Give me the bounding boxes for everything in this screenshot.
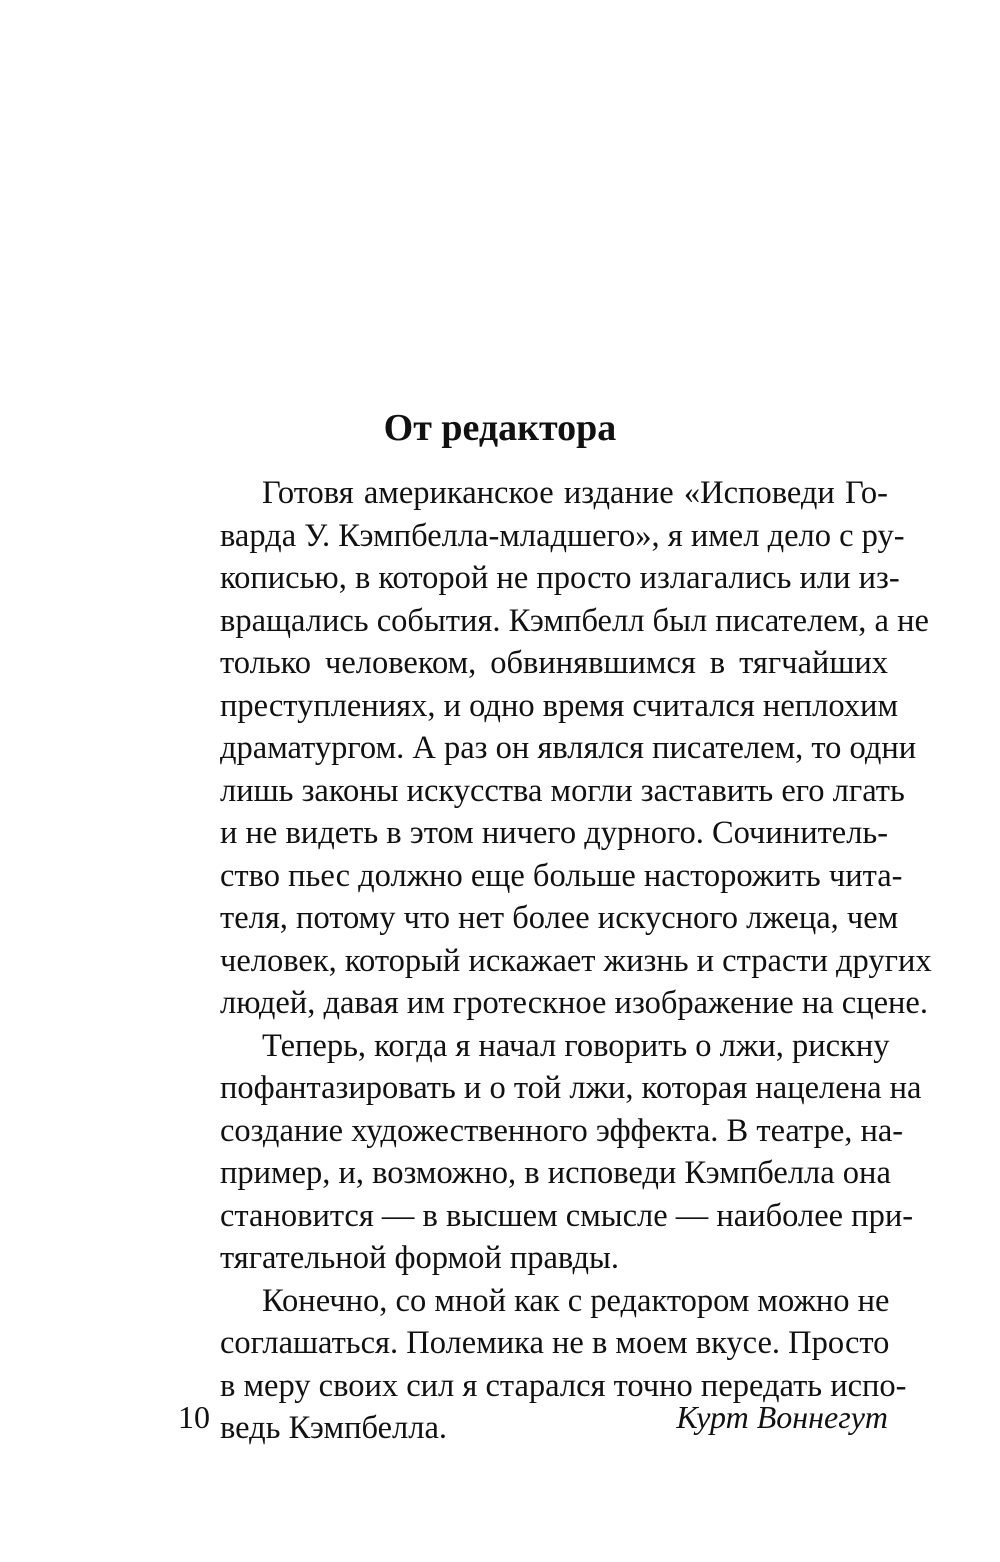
- running-head-author: Курт Воннегут: [676, 1399, 888, 1435]
- text-line: пофантазировать и о той лжи, которая нацелена на: [220, 1070, 922, 1106]
- body-text: [178, 472, 932, 1450]
- text-line: вращались события. Кэмпбелл был писателем, а не: [220, 602, 929, 639]
- text-line: людей, давая им гротескное изображение на сцене.: [220, 985, 928, 1021]
- text-line: только человеком, обвинявшимся в тягчайших: [220, 645, 888, 681]
- text-line: соглашаться. Полемика не в моем вкусе. Просто: [220, 1325, 890, 1361]
- text-line: в меру своих сил я старался точно передать испо-: [220, 1367, 907, 1404]
- text-line: создание художественного эффекта. В театре, на-: [220, 1112, 904, 1149]
- text-line: становится — в высшем смысле — наиболее при-: [220, 1197, 914, 1234]
- text-line: драматургом. А раз он являлся писателем, то одни: [220, 730, 917, 766]
- text-line: человек, который искажает жизнь и страсти других: [220, 942, 932, 979]
- page-number: 10: [178, 1399, 210, 1435]
- text-line: лишь законы искусства могли заставить его лгать: [220, 772, 905, 809]
- chapter-title: От редактора: [383, 407, 617, 449]
- page-footer: [178, 1395, 888, 1439]
- text-line: пример, и, возможно, в исповеди Кэмпбелла она: [220, 1155, 891, 1191]
- text-line: преступлениях, и одно время считался неплохим: [220, 687, 899, 724]
- text-line: тягательной формой правды.: [220, 1240, 619, 1276]
- text-line: теля, потому что нет более искусного лжеца, чем: [220, 900, 899, 936]
- text-line: Конечно, со мной как с редактором можно не: [262, 1282, 890, 1319]
- text-line: Готовя американское издание «Исповеди Го-: [262, 475, 888, 511]
- paragraph-1: [178, 472, 932, 1025]
- text-line: и не видеть в этом ничего дурного. Сочинитель-: [220, 815, 889, 851]
- text-line: ведь Кэмпбелла.: [220, 1410, 448, 1446]
- text-line: Теперь, когда я начал говорить о лжи, рискну: [262, 1027, 890, 1064]
- text-line: ство пьес должно еще больше насторожить чита-: [220, 857, 903, 894]
- text-line: кописью, в которой не просто излагались или из-: [220, 560, 900, 596]
- text-line: варда У. Кэмпбелла-младшего», я имел дело с ру-: [220, 517, 905, 554]
- paragraph-2: [178, 1025, 922, 1280]
